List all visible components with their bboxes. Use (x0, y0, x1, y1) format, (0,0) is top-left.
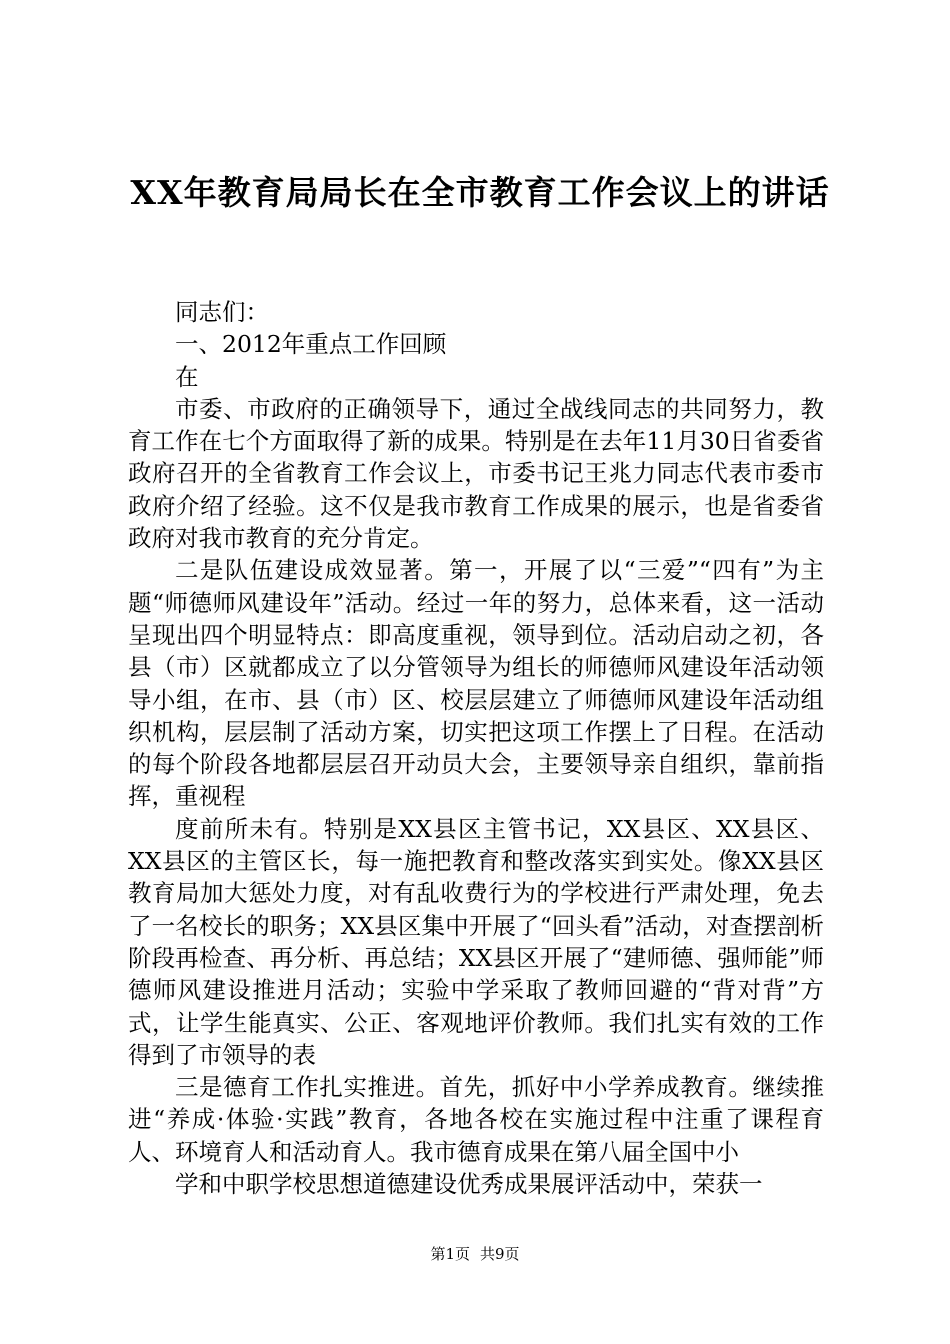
paragraph-achievements: 市委、市政府的正确领导下，通过全战线同志的共同努力，教育工作在七个方面取得了新的成果。特别是在去年11月30日省委省政府召开的全省教育工作会议上，市委书记王兆力同志代表市委市政府介绍了经验。这不仅是我市教育工作成果的展示，也是省委省政府对我市教育的充分肯定。 (128, 394, 824, 553)
paragraph-county-work: 度前所未有。特别是XX县区主管书记，XX县区、XX县区、XX县区的主管区长，每一施把教育和整改落实到实处。像XX县区教育局加大惩处力度，对有乱收费行为的学校进行严肃处理，免去了一名校长的职务；XX县区集中开展了“回头看”活动，对查摆剖析阶段再检查、再分析、再总结；XX县区开展了“建师德、强师能”师德师风建设推进月活动；实验中学采取了教师回避的“背对背”方式，让学生能真实、公正、客观地评价教师。我们扎实有效的工作得到了市领导的表 (128, 814, 824, 1069)
page-number: 第1页 (430, 1245, 470, 1263)
paragraph-awards: 学和中职学校思想道德建设优秀成果展评活动中，荣获一 (175, 1170, 763, 1199)
paragraph-team-building: 二是队伍建设成效显著。第一，开展了以“三爱”“四有”为主题“师德师风建设年”活动。经过一年的努力，总体来看，这一活动呈现出四个明显特点：即高度重视，领导到位。活动启动之初，各县（市）区就都成立了以分管领导为组长的师德师风建设年活动领导小组，在市、县（市）区、校层层建立了师德师风建设年活动组织机构，层层制了活动方案，切实把这项工作摆上了日程。在活动的每个阶段各地都层层召开动员大会，主要领导亲自组织，靠前指挥，重视程 (128, 556, 824, 811)
document-title: XX年教育局局长在全市教育工作会议上的讲话 (130, 173, 830, 212)
paragraph-section-heading: 一、2012年重点工作回顾 (175, 330, 447, 359)
page-total: 共9页 (480, 1245, 520, 1263)
paragraph-moral-education: 三是德育工作扎实推进。首先，抓好中小学养成教育。继续推进“养成·体验·实践”教育，各地各校在实施过程中注重了课程育人、环境育人和活动育人。我市德育成果在第八届全国中小 (128, 1073, 824, 1166)
document-body (128, 296, 824, 1200)
paragraph-fragment: 在 (175, 362, 199, 391)
paragraph-salutation: 同志们： (175, 298, 269, 326)
page-footer (0, 1244, 950, 1264)
